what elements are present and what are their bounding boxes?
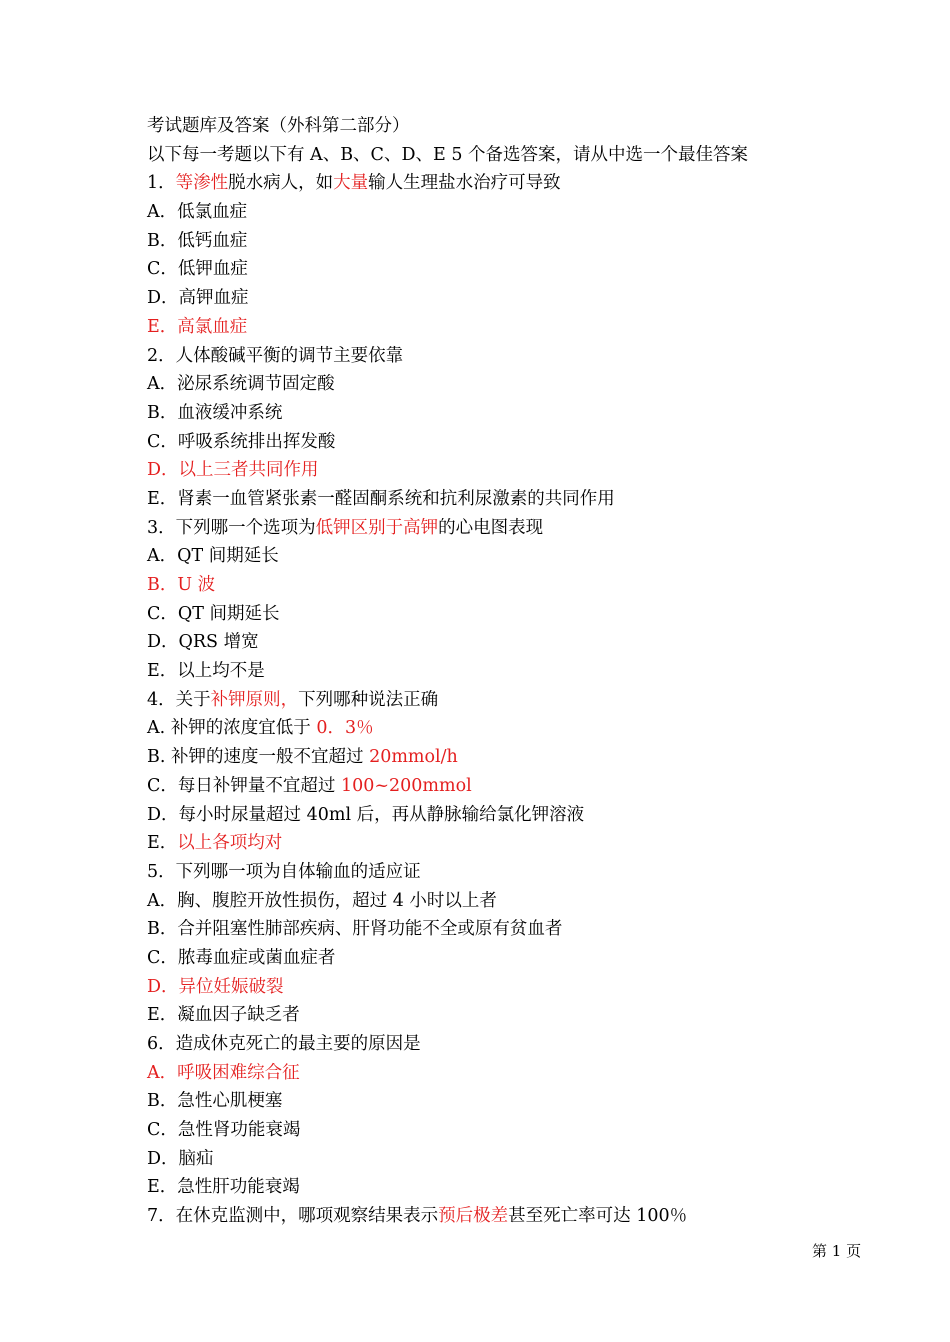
text-segment: C．每日补钾量不宜超过 — [147, 775, 341, 796]
text-line — [147, 1001, 867, 1030]
text-segment: 2．人体酸碱平衡的调节主要依靠 — [147, 345, 404, 366]
text-segment: C．急性肾功能衰竭 — [147, 1120, 301, 1141]
text-segment: B．急性心肌梗塞 — [147, 1091, 283, 1112]
text-line — [147, 255, 867, 284]
text-line — [147, 542, 867, 571]
text-segment: A．胸、腹腔开放性损伤，超过 4 小时以上者 — [147, 890, 497, 911]
text-line — [147, 112, 867, 141]
highlighted-answer-text: 补钾原则， — [210, 689, 299, 710]
text-line — [147, 514, 867, 543]
text-line — [147, 801, 867, 830]
highlighted-answer-text: 预后极差 — [438, 1206, 509, 1227]
text-line — [147, 858, 867, 887]
text-line — [147, 1059, 867, 1088]
highlighted-answer-text: 等渗性 — [175, 173, 229, 194]
text-line — [147, 571, 867, 600]
text-segment: 6．造成休克死亡的最主要的原因是 — [147, 1034, 421, 1054]
text-line — [147, 686, 867, 715]
highlighted-answer-text: 低钾区别于高钾 — [315, 517, 439, 538]
text-line — [147, 944, 867, 973]
page-number: 第 1 页 — [812, 1242, 862, 1260]
text-line — [147, 829, 867, 858]
text-line — [147, 284, 867, 313]
text-line — [147, 313, 867, 342]
text-segment: A．泌尿系统调节固定酸 — [147, 374, 335, 395]
highlighted-answer-text: 20mmol/h — [369, 747, 458, 768]
text-segment: 1． — [147, 173, 176, 194]
text-line — [147, 141, 867, 170]
text-segment: 考试题库及答案（外科第二部分） — [147, 116, 410, 136]
text-segment: C．低钾血症 — [147, 259, 248, 280]
text-segment: B．合并阻塞性肺部疾病、肝肾功能不全或原有贫血者 — [147, 919, 563, 940]
text-line — [147, 428, 867, 457]
text-line — [147, 485, 867, 514]
text-segment: D．脑疝 — [147, 1148, 214, 1169]
text-segment: 5．下列哪一项为自体输血的适应证 — [147, 861, 421, 882]
text-segment: D．每小时尿量超过 40ml 后，再从静脉输给氯化钾溶液 — [147, 804, 585, 825]
text-segment: E． — [147, 833, 178, 854]
highlighted-answer-text: A．呼吸困难综合征 — [147, 1062, 300, 1083]
text-line — [147, 456, 867, 485]
highlighted-answer-text: 100~200mmol — [340, 775, 472, 796]
text-segment: C．脓毒血症或菌血症者 — [147, 947, 336, 968]
text-line — [147, 772, 867, 801]
text-line — [147, 370, 867, 399]
text-line — [147, 973, 867, 1002]
text-segment: E．凝血因子缺乏者 — [147, 1005, 300, 1026]
text-line — [147, 198, 867, 227]
highlighted-answer-text: D．以上三者共同作用 — [147, 460, 319, 481]
text-line — [147, 1202, 867, 1231]
highlighted-answer-text: 0．3％ — [316, 718, 374, 739]
text-segment: B．血液缓冲系统 — [147, 402, 283, 423]
text-line — [147, 657, 867, 686]
text-segment: 4．关于 — [147, 689, 211, 710]
text-line — [147, 399, 867, 428]
text-segment: E．肾素一血管紧张素一醛固酮系统和抗利尿激素的共同作用 — [147, 488, 615, 509]
text-segment: A．低氯血症 — [147, 202, 248, 223]
text-line — [147, 1116, 867, 1145]
text-line — [147, 628, 867, 657]
highlighted-answer-text: E．高氯血症 — [147, 316, 248, 337]
text-segment: 下列哪种说法正确 — [298, 689, 439, 710]
text-segment: D．QRS 增宽 — [147, 632, 259, 653]
text-line — [147, 600, 867, 629]
highlighted-answer-text: 大量 — [333, 173, 369, 194]
text-segment: A. 补钾的浓度宜低于 — [147, 718, 317, 739]
text-line — [147, 714, 867, 743]
text-line — [147, 743, 867, 772]
highlighted-answer-text: 以上各项均对 — [177, 833, 283, 854]
text-segment: E．以上均不是 — [147, 661, 265, 682]
text-segment: 甚至死亡率可达 100％ — [508, 1206, 688, 1227]
exam-content — [147, 112, 867, 1231]
text-line — [147, 227, 867, 256]
text-segment: 以下每一考题以下有 A、B、C、D、E 5 个备选答案，请从中选一个最佳答案 — [147, 144, 749, 165]
text-segment: B. 补钾的速度一般不宜超过 — [147, 747, 370, 768]
highlighted-answer-text: B．U 波 — [147, 575, 216, 595]
highlighted-answer-text: D．异位妊娠破裂 — [147, 976, 284, 997]
text-line — [147, 1173, 867, 1202]
text-segment: C．呼吸系统排出挥发酸 — [147, 431, 336, 452]
text-line — [147, 1030, 867, 1059]
text-segment: E．急性肝功能衰竭 — [147, 1177, 300, 1198]
text-segment: 3．下列哪一个选项为 — [147, 517, 316, 538]
text-segment: B．低钙血症 — [147, 230, 248, 251]
text-segment: 脱水病人，如 — [228, 173, 334, 194]
text-segment: 的心电图表现 — [438, 517, 544, 538]
text-segment: C．QT 间期延长 — [147, 603, 280, 624]
text-line — [147, 887, 867, 916]
text-line — [147, 915, 867, 944]
text-line — [147, 169, 867, 198]
text-line — [147, 1087, 867, 1116]
text-line — [147, 1145, 867, 1174]
text-segment: A．QT 间期延长 — [147, 546, 279, 567]
text-segment: 输人生理盐水治疗可导致 — [368, 173, 561, 194]
text-line — [147, 342, 867, 371]
text-segment: 7．在休克监测中，哪项观察结果表示 — [147, 1206, 439, 1227]
text-segment: D．高钾血症 — [147, 288, 249, 309]
